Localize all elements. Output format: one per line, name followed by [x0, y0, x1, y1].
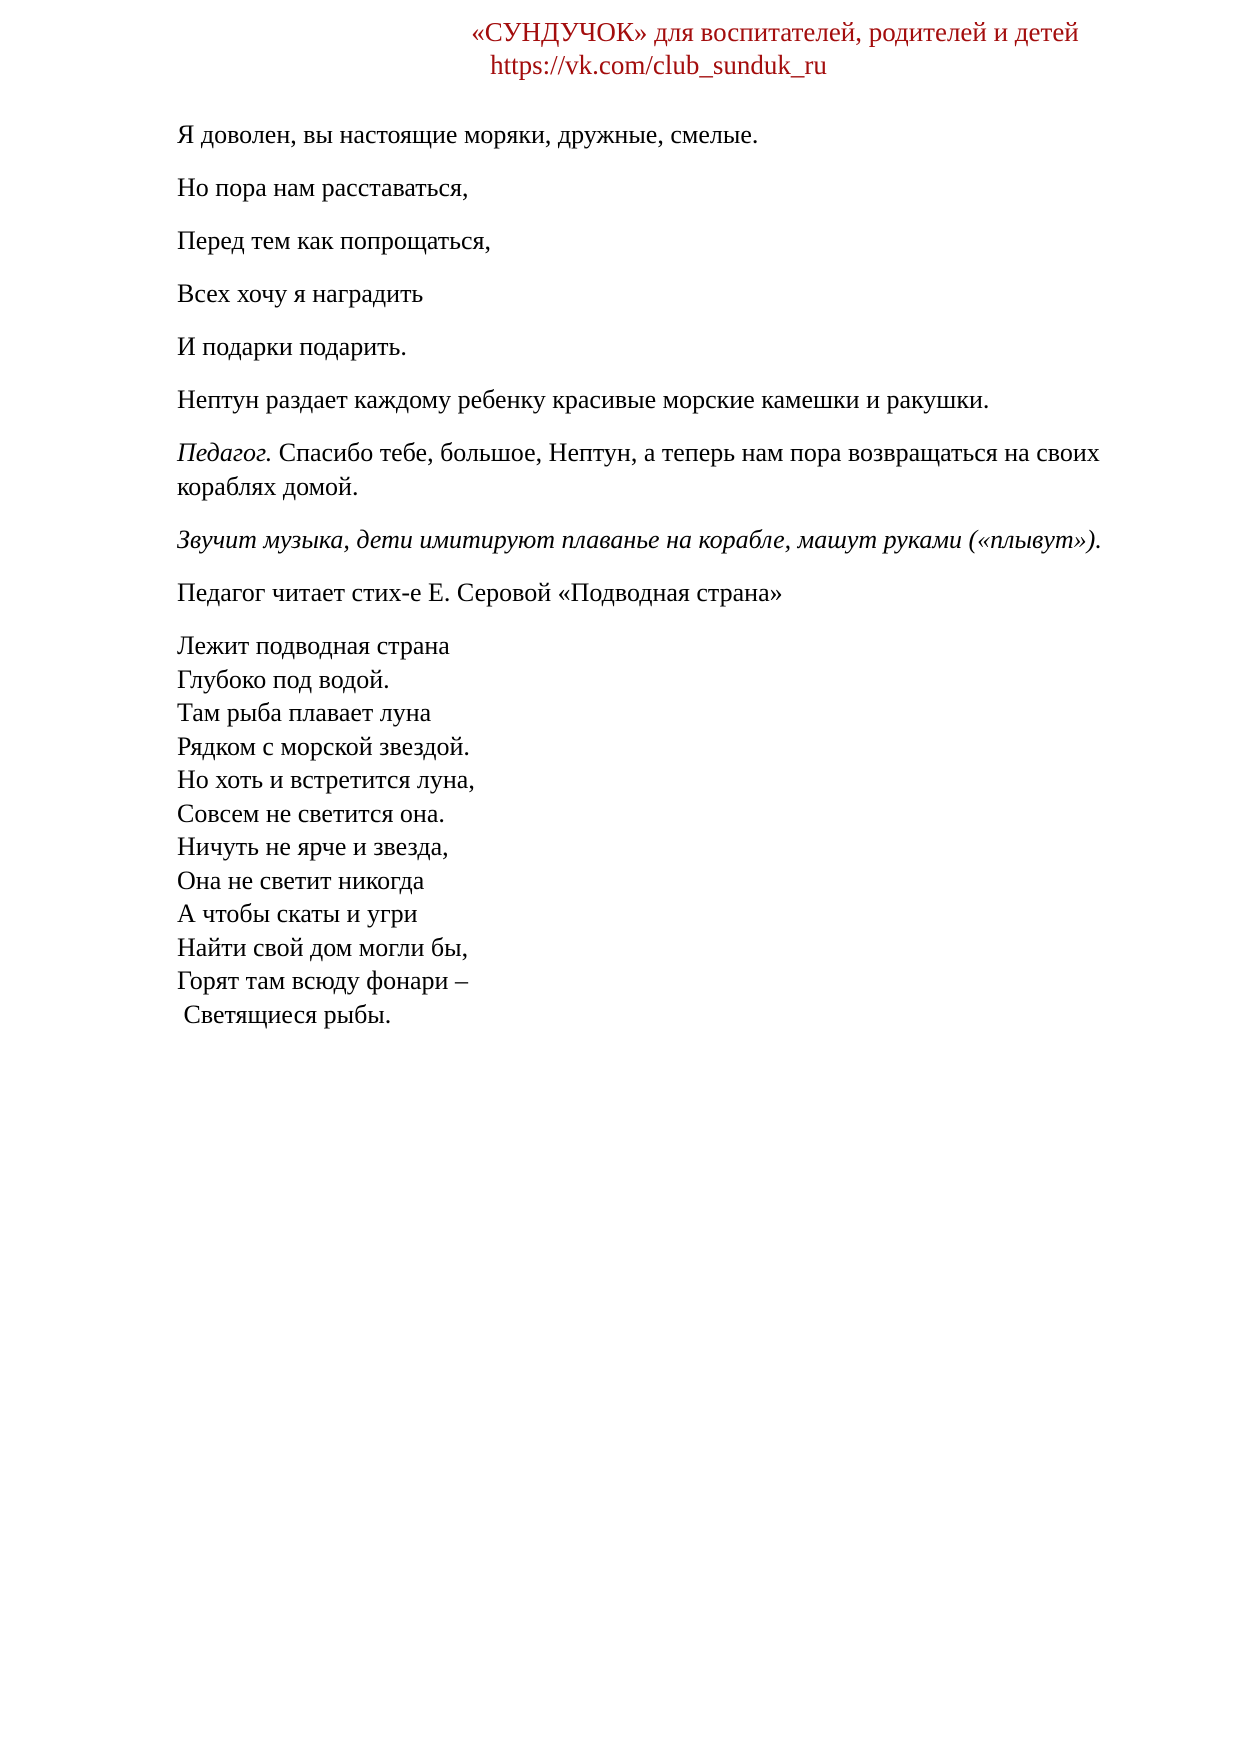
paragraph: Но пора нам расставаться,	[177, 173, 469, 202]
paragraph: Нептун раздает каждому ребенку красивые морские камешки и ракушки.	[177, 385, 990, 414]
poem-line: Найти свой дом могли бы,	[177, 932, 469, 962]
poem-line: Глубоко под водой.	[177, 664, 390, 694]
poem-line: Но хоть и встретится луна,	[177, 765, 475, 794]
paragraph: Всех хочу я наградить	[177, 279, 424, 308]
poem-line: Ничуть не ярче и звезда,	[177, 832, 449, 861]
header-link[interactable]: https://vk.com/club_sunduk_ru	[490, 50, 827, 80]
poem-line: Горят там всюду фонари –	[177, 966, 468, 995]
header-title: «СУНДУЧОК» для воспитателей, родителей и детей	[471, 17, 1079, 47]
poem	[177, 629, 1157, 1031]
poem-line: Светящиеся рыбы.	[177, 999, 392, 1029]
poem-line: Там рыба плавает луна	[177, 698, 432, 727]
paragraph: Перед тем как попрощаться,	[177, 226, 491, 255]
document-body	[177, 118, 1157, 1031]
paragraph: И подарки подарить.	[177, 332, 407, 361]
poem-intro: Педагог читает стих-е Е. Серовой «Подводная страна»	[177, 578, 783, 607]
poem-line: А чтобы скаты и угри	[177, 899, 418, 928]
poem-line: Рядком с морской звездой.	[177, 731, 470, 761]
stage-direction: Звучит музыка, дети имитируют плаванье на корабле, машут руками («плывут»).	[177, 525, 1102, 554]
paragraph: Я доволен, вы настоящие моряки, дружные, смелые.	[177, 120, 759, 149]
poem-line: Лежит подводная страна	[177, 631, 450, 660]
teacher-line	[177, 436, 1157, 504]
poem-line: Совсем не светится она.	[177, 798, 445, 828]
teacher-speech: Спасибо тебе, большое, Нептун, а теперь нам пора возвращаться на своих кораблях домой.	[177, 438, 1100, 501]
speaker-label: Педагог.	[177, 438, 273, 467]
poem-line: Она не светит никогда	[177, 865, 425, 895]
